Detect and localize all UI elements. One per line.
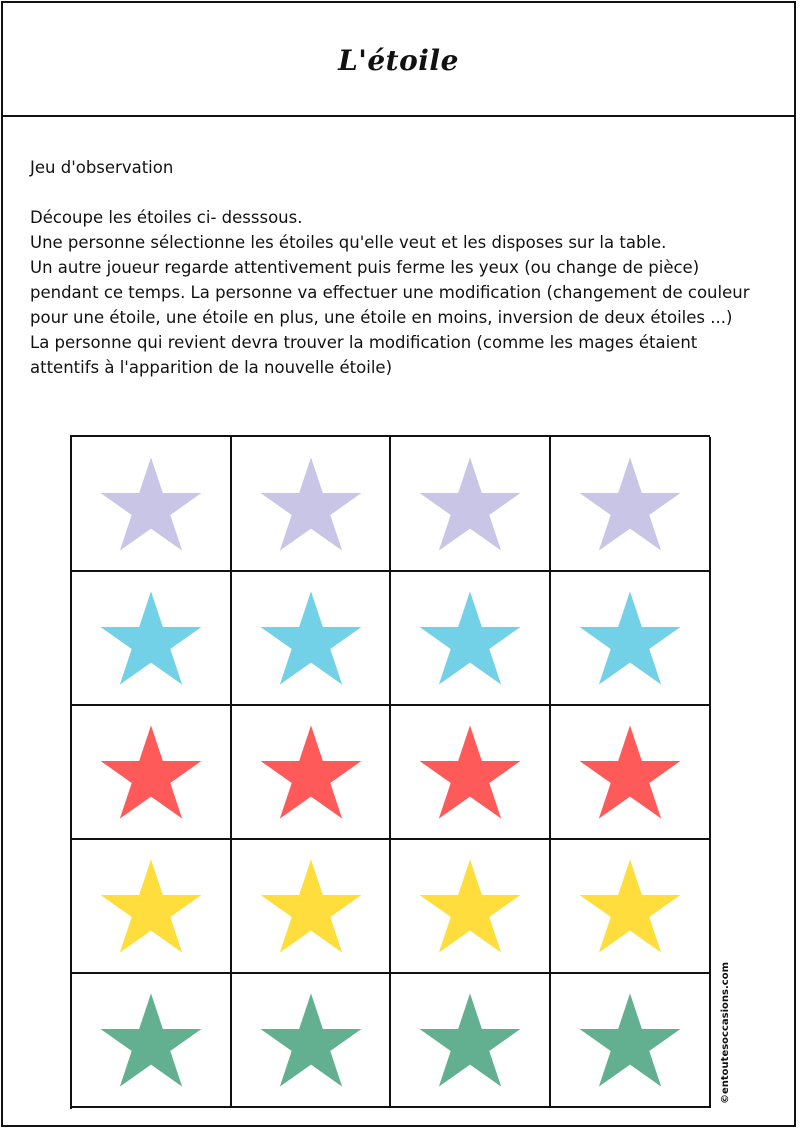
star-card xyxy=(232,572,391,706)
star-icon xyxy=(417,989,523,1091)
star-shape xyxy=(260,725,361,818)
star-shape xyxy=(580,591,681,684)
page-header xyxy=(3,3,794,117)
instructions xyxy=(30,155,770,380)
star-icon xyxy=(98,855,204,957)
instruction-line: pour une étoile, une étoile en plus, une étoile en moins, inversion de deux étoiles ...) xyxy=(30,308,733,327)
star-shape xyxy=(420,725,521,818)
star-icon xyxy=(577,721,683,823)
star-card xyxy=(72,572,232,706)
star-shape xyxy=(580,859,681,952)
star-icon xyxy=(258,453,364,555)
star-shape xyxy=(420,457,521,550)
instruction-line: Découpe les étoiles ci- desssous. xyxy=(30,208,303,227)
star-card xyxy=(551,572,711,706)
instruction-line: La personne qui revient devra trouver la modification (comme les mages étaient xyxy=(30,333,698,352)
star-icon xyxy=(98,453,204,555)
star-shape xyxy=(101,591,202,684)
star-shape xyxy=(580,725,681,818)
star-card xyxy=(391,840,551,974)
star-shape xyxy=(260,859,361,952)
star-shape xyxy=(101,859,202,952)
star-icon xyxy=(98,721,204,823)
star-shape xyxy=(101,457,202,550)
star-icon xyxy=(417,453,523,555)
star-icon xyxy=(98,587,204,689)
instruction-line: Un autre joueur regarde attentivement puis ferme les yeux (ou change de pièce) xyxy=(30,258,700,277)
star-card xyxy=(72,706,232,840)
star-card xyxy=(391,572,551,706)
star-icon xyxy=(577,989,683,1091)
star-card xyxy=(551,706,711,840)
star-grid xyxy=(70,435,710,1109)
star-shape xyxy=(420,591,521,684)
star-shape xyxy=(260,591,361,684)
star-icon xyxy=(258,587,364,689)
star-icon xyxy=(258,721,364,823)
star-card xyxy=(72,437,232,572)
page-title: L'étoile xyxy=(338,43,459,77)
star-icon xyxy=(577,855,683,957)
star-icon xyxy=(258,855,364,957)
star-card xyxy=(72,840,232,974)
star-shape xyxy=(420,859,521,952)
star-shape xyxy=(101,993,202,1086)
star-card xyxy=(551,974,711,1108)
page-frame xyxy=(1,1,796,1127)
star-card xyxy=(551,437,711,572)
star-shape xyxy=(580,457,681,550)
star-icon xyxy=(577,587,683,689)
star-icon xyxy=(98,989,204,1091)
star-shape xyxy=(580,993,681,1086)
star-card xyxy=(232,437,391,572)
star-shape xyxy=(420,993,521,1086)
instructions-subtitle: Jeu d'observation xyxy=(30,158,174,177)
star-card xyxy=(391,706,551,840)
star-card xyxy=(391,974,551,1108)
star-icon xyxy=(577,453,683,555)
star-shape xyxy=(260,457,361,550)
star-card xyxy=(391,437,551,572)
star-card xyxy=(232,974,391,1108)
star-card xyxy=(551,840,711,974)
star-card xyxy=(232,706,391,840)
instruction-line: attentifs à l'apparition de la nouvelle étoile) xyxy=(30,358,393,377)
star-icon xyxy=(258,989,364,1091)
star-icon xyxy=(417,855,523,957)
instruction-line: pendant ce temps. La personne va effectuer une modification (changement de couleur xyxy=(30,283,750,302)
star-card xyxy=(232,840,391,974)
star-shape xyxy=(260,993,361,1086)
star-icon xyxy=(417,721,523,823)
copyright-credit: ©entoutesoccasions.com xyxy=(720,962,731,1104)
star-card xyxy=(72,974,232,1108)
star-shape xyxy=(101,725,202,818)
star-icon xyxy=(417,587,523,689)
instruction-line: Une personne sélectionne les étoiles qu'elle veut et les disposes sur la table. xyxy=(30,233,667,252)
